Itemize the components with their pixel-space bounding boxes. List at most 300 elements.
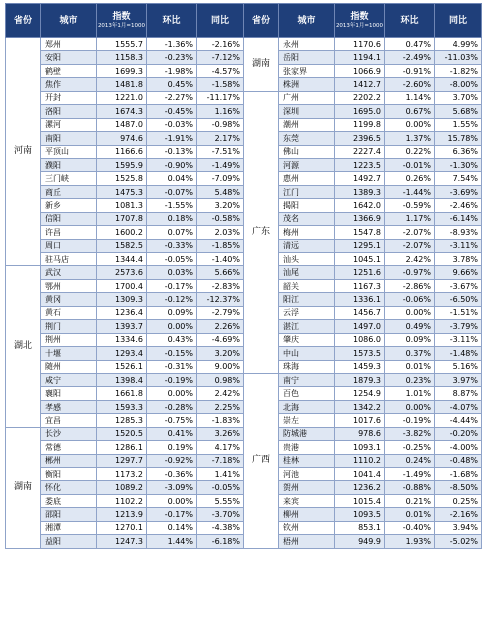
index-cell: 1293.4 xyxy=(97,347,147,360)
mom-cell: 0.19% xyxy=(147,441,197,454)
city-cell: 鹤壁 xyxy=(41,64,97,77)
index-cell: 1699.3 xyxy=(97,64,147,77)
mom-cell: 0.45% xyxy=(147,78,197,91)
header-city-left: 城市 xyxy=(41,4,97,38)
yoy-cell: 1.16% xyxy=(197,105,244,118)
city-cell: 郴州 xyxy=(41,454,97,467)
mom-cell: -1.98% xyxy=(147,64,197,77)
yoy-cell: -2.79% xyxy=(197,306,244,319)
yoy-cell: -1.82% xyxy=(435,64,482,77)
mom-cell: 0.22% xyxy=(385,145,435,158)
city-cell: 岳阳 xyxy=(279,51,335,64)
yoy-cell: 15.78% xyxy=(435,132,482,145)
city-cell: 郑州 xyxy=(41,38,97,51)
mom-cell: -0.19% xyxy=(385,414,435,427)
yoy-cell: 3.70% xyxy=(435,91,482,104)
index-cell: 1547.8 xyxy=(335,226,385,239)
header-province-left: 省份 xyxy=(6,4,41,38)
mom-cell: 1.17% xyxy=(385,212,435,225)
city-cell: 佛山 xyxy=(279,145,335,158)
mom-cell: 0.00% xyxy=(147,494,197,507)
yoy-cell: -1.30% xyxy=(435,158,482,171)
city-cell: 安阳 xyxy=(41,51,97,64)
city-cell: 茂名 xyxy=(279,212,335,225)
yoy-cell: -7.09% xyxy=(197,172,244,185)
mom-cell: -1.49% xyxy=(385,468,435,481)
city-cell: 湛江 xyxy=(279,320,335,333)
index-cell: 1167.3 xyxy=(335,279,385,292)
mom-cell: 0.26% xyxy=(385,172,435,185)
mom-cell: -0.36% xyxy=(147,468,197,481)
city-cell: 衡阳 xyxy=(41,468,97,481)
city-cell: 潮州 xyxy=(279,118,335,131)
header-mom-right: 环比 xyxy=(385,4,435,38)
city-cell: 邵阳 xyxy=(41,508,97,521)
city-cell: 百色 xyxy=(279,387,335,400)
city-cell: 长沙 xyxy=(41,427,97,440)
city-cell: 鄂州 xyxy=(41,279,97,292)
yoy-cell: -1.51% xyxy=(435,306,482,319)
index-cell: 1221.0 xyxy=(97,91,147,104)
mom-cell: 0.18% xyxy=(147,212,197,225)
index-cell: 1045.1 xyxy=(335,253,385,266)
table-row xyxy=(6,38,482,51)
index-cell: 1286.1 xyxy=(97,441,147,454)
mom-cell: -0.01% xyxy=(385,158,435,171)
index-cell: 1707.8 xyxy=(97,212,147,225)
header-city-right: 城市 xyxy=(279,4,335,38)
city-cell: 东莞 xyxy=(279,132,335,145)
city-cell: 钦州 xyxy=(279,521,335,534)
mom-cell: 0.41% xyxy=(147,427,197,440)
yoy-cell: 0.25% xyxy=(435,494,482,507)
yoy-cell: -1.83% xyxy=(197,414,244,427)
mom-cell: 0.01% xyxy=(385,360,435,373)
mom-cell: -2.49% xyxy=(385,51,435,64)
yoy-cell: -7.18% xyxy=(197,454,244,467)
index-cell: 1102.2 xyxy=(97,494,147,507)
index-cell: 1573.5 xyxy=(335,347,385,360)
city-cell: 孝感 xyxy=(41,400,97,413)
yoy-cell: -4.57% xyxy=(197,64,244,77)
mom-cell: -1.44% xyxy=(385,185,435,198)
header-index-title: 指数 xyxy=(350,11,369,22)
table-row xyxy=(6,91,482,104)
yoy-cell: -1.49% xyxy=(197,158,244,171)
yoy-cell: -1.68% xyxy=(435,468,482,481)
mom-cell: 0.04% xyxy=(147,172,197,185)
header-index-sub: 2013年1月=1000 xyxy=(97,22,146,29)
yoy-cell: 9.66% xyxy=(435,266,482,279)
index-cell: 1600.2 xyxy=(97,226,147,239)
province-cell: 河南 xyxy=(6,38,41,266)
city-cell: 宜昌 xyxy=(41,414,97,427)
index-cell: 1344.4 xyxy=(97,253,147,266)
yoy-cell: -0.20% xyxy=(435,427,482,440)
index-cell: 1247.3 xyxy=(97,535,147,548)
index-cell: 1393.7 xyxy=(97,320,147,333)
city-cell: 河源 xyxy=(279,158,335,171)
yoy-cell: 2.26% xyxy=(197,320,244,333)
mom-cell: 0.03% xyxy=(147,266,197,279)
city-cell: 永州 xyxy=(279,38,335,51)
city-cell: 常德 xyxy=(41,441,97,454)
mom-cell: 0.00% xyxy=(147,387,197,400)
city-cell: 贵港 xyxy=(279,441,335,454)
index-cell: 1456.7 xyxy=(335,306,385,319)
mom-cell: -0.28% xyxy=(147,400,197,413)
index-cell: 1526.1 xyxy=(97,360,147,373)
city-cell: 许昌 xyxy=(41,226,97,239)
city-cell: 黄冈 xyxy=(41,293,97,306)
mom-cell: -2.27% xyxy=(147,91,197,104)
index-cell: 1336.1 xyxy=(335,293,385,306)
index-cell: 1270.1 xyxy=(97,521,147,534)
index-cell: 1412.7 xyxy=(335,78,385,91)
index-cell: 1158.3 xyxy=(97,51,147,64)
yoy-cell: 8.87% xyxy=(435,387,482,400)
yoy-cell: -4.00% xyxy=(435,441,482,454)
yoy-cell: 9.00% xyxy=(197,360,244,373)
mom-cell: -0.88% xyxy=(385,481,435,494)
mom-cell: -0.91% xyxy=(385,64,435,77)
city-cell: 开封 xyxy=(41,91,97,104)
yoy-cell: -7.51% xyxy=(197,145,244,158)
mom-cell: -0.05% xyxy=(147,253,197,266)
yoy-cell: -3.67% xyxy=(435,279,482,292)
mom-cell: -0.12% xyxy=(147,293,197,306)
index-cell: 2573.6 xyxy=(97,266,147,279)
index-cell: 1366.9 xyxy=(335,212,385,225)
yoy-cell: -1.85% xyxy=(197,239,244,252)
city-cell: 桂林 xyxy=(279,454,335,467)
province-cell: 湖南 xyxy=(6,427,41,548)
yoy-cell: 1.55% xyxy=(435,118,482,131)
city-cell: 梅州 xyxy=(279,226,335,239)
index-cell: 1695.0 xyxy=(335,105,385,118)
index-cell: 949.9 xyxy=(335,535,385,548)
index-cell: 1251.6 xyxy=(335,266,385,279)
yoy-cell: -2.16% xyxy=(435,508,482,521)
city-cell: 梧州 xyxy=(279,535,335,548)
city-cell: 荆门 xyxy=(41,320,97,333)
yoy-cell: 5.66% xyxy=(197,266,244,279)
index-cell: 1173.2 xyxy=(97,468,147,481)
yoy-cell: 2.25% xyxy=(197,400,244,413)
city-cell: 肇庆 xyxy=(279,333,335,346)
yoy-cell: -4.69% xyxy=(197,333,244,346)
yoy-cell: 4.99% xyxy=(435,38,482,51)
yoy-cell: -1.40% xyxy=(197,253,244,266)
mom-cell: -0.75% xyxy=(147,414,197,427)
index-cell: 1041.4 xyxy=(335,468,385,481)
yoy-cell: -1.58% xyxy=(197,78,244,91)
mom-cell: -2.60% xyxy=(385,78,435,91)
index-cell: 1481.8 xyxy=(97,78,147,91)
city-cell: 濮阳 xyxy=(41,158,97,171)
index-cell: 1170.6 xyxy=(335,38,385,51)
yoy-cell: -0.58% xyxy=(197,212,244,225)
yoy-cell: -0.48% xyxy=(435,454,482,467)
index-cell: 974.6 xyxy=(97,132,147,145)
index-cell: 1295.1 xyxy=(335,239,385,252)
yoy-cell: -3.69% xyxy=(435,185,482,198)
yoy-cell: -6.18% xyxy=(197,535,244,548)
mom-cell: 0.23% xyxy=(385,373,435,386)
yoy-cell: -3.11% xyxy=(435,239,482,252)
yoy-cell: -2.16% xyxy=(197,38,244,51)
mom-cell: -0.19% xyxy=(147,373,197,386)
city-cell: 防城港 xyxy=(279,427,335,440)
yoy-cell: 5.16% xyxy=(435,360,482,373)
index-cell: 1674.3 xyxy=(97,105,147,118)
city-cell: 湘潭 xyxy=(41,521,97,534)
yoy-cell: -6.50% xyxy=(435,293,482,306)
mom-cell: -3.09% xyxy=(147,481,197,494)
header-mom-left: 环比 xyxy=(147,4,197,38)
header-yoy-left: 同比 xyxy=(197,4,244,38)
city-cell: 汕尾 xyxy=(279,266,335,279)
index-cell: 1017.6 xyxy=(335,414,385,427)
mom-cell: -3.82% xyxy=(385,427,435,440)
index-cell: 1334.6 xyxy=(97,333,147,346)
province-cell: 广东 xyxy=(244,91,279,373)
yoy-cell: -11.03% xyxy=(435,51,482,64)
index-cell: 1015.4 xyxy=(335,494,385,507)
mom-cell: 0.37% xyxy=(385,347,435,360)
mom-cell: 0.09% xyxy=(147,306,197,319)
index-cell: 1520.5 xyxy=(97,427,147,440)
index-cell: 1700.4 xyxy=(97,279,147,292)
yoy-cell: -6.14% xyxy=(435,212,482,225)
city-cell: 南宁 xyxy=(279,373,335,386)
yoy-cell: -8.50% xyxy=(435,481,482,494)
mom-cell: -0.45% xyxy=(147,105,197,118)
yoy-cell: 2.17% xyxy=(197,132,244,145)
city-cell: 清远 xyxy=(279,239,335,252)
city-cell: 信阳 xyxy=(41,212,97,225)
city-cell: 阳江 xyxy=(279,293,335,306)
mom-cell: 0.43% xyxy=(147,333,197,346)
mom-cell: 0.14% xyxy=(147,521,197,534)
yoy-cell: 3.94% xyxy=(435,521,482,534)
mom-cell: 1.44% xyxy=(147,535,197,548)
mom-cell: -0.03% xyxy=(147,118,197,131)
index-cell: 1555.7 xyxy=(97,38,147,51)
mom-cell: -0.90% xyxy=(147,158,197,171)
city-cell: 新乡 xyxy=(41,199,97,212)
yoy-cell: -3.11% xyxy=(435,333,482,346)
header-index-right xyxy=(335,4,385,38)
index-cell: 1199.8 xyxy=(335,118,385,131)
mom-cell: 0.00% xyxy=(385,306,435,319)
mom-cell: -0.25% xyxy=(385,441,435,454)
index-cell: 1086.0 xyxy=(335,333,385,346)
yoy-cell: -3.70% xyxy=(197,508,244,521)
index-cell: 1285.3 xyxy=(97,414,147,427)
index-cell: 978.6 xyxy=(335,427,385,440)
table-row xyxy=(6,373,482,386)
city-cell: 河池 xyxy=(279,468,335,481)
mom-cell: -0.17% xyxy=(147,508,197,521)
city-cell: 漯河 xyxy=(41,118,97,131)
mom-cell: -0.06% xyxy=(385,293,435,306)
index-cell: 1459.3 xyxy=(335,360,385,373)
index-cell: 1093.5 xyxy=(335,508,385,521)
index-cell: 1213.9 xyxy=(97,508,147,521)
yoy-cell: -3.79% xyxy=(435,320,482,333)
mom-cell: 0.09% xyxy=(385,333,435,346)
yoy-cell: 5.55% xyxy=(197,494,244,507)
yoy-cell: 3.97% xyxy=(435,373,482,386)
city-cell: 汕头 xyxy=(279,253,335,266)
mom-cell: -0.92% xyxy=(147,454,197,467)
mom-cell: 0.24% xyxy=(385,454,435,467)
mom-cell: -0.07% xyxy=(147,185,197,198)
index-cell: 1879.3 xyxy=(335,373,385,386)
header-yoy-right: 同比 xyxy=(435,4,482,38)
yoy-cell: 6.36% xyxy=(435,145,482,158)
province-cell: 湖南 xyxy=(244,38,279,92)
yoy-cell: -4.38% xyxy=(197,521,244,534)
mom-cell: 0.49% xyxy=(385,320,435,333)
city-cell: 娄底 xyxy=(41,494,97,507)
yoy-cell: -0.05% xyxy=(197,481,244,494)
city-cell: 武汉 xyxy=(41,266,97,279)
price-index-table xyxy=(5,3,482,549)
city-cell: 柳州 xyxy=(279,508,335,521)
mom-cell: -0.40% xyxy=(385,521,435,534)
mom-cell: 1.01% xyxy=(385,387,435,400)
city-cell: 周口 xyxy=(41,239,97,252)
mom-cell: 0.21% xyxy=(385,494,435,507)
city-cell: 南阳 xyxy=(41,132,97,145)
yoy-cell: -4.07% xyxy=(435,400,482,413)
yoy-cell: -1.48% xyxy=(435,347,482,360)
city-cell: 深圳 xyxy=(279,105,335,118)
yoy-cell: -5.02% xyxy=(435,535,482,548)
city-cell: 北海 xyxy=(279,400,335,413)
mom-cell: -1.36% xyxy=(147,38,197,51)
index-cell: 1475.3 xyxy=(97,185,147,198)
city-cell: 十堰 xyxy=(41,347,97,360)
city-cell: 黄石 xyxy=(41,306,97,319)
index-cell: 1223.5 xyxy=(335,158,385,171)
city-cell: 洛阳 xyxy=(41,105,97,118)
index-cell: 1254.9 xyxy=(335,387,385,400)
city-cell: 三门峡 xyxy=(41,172,97,185)
city-cell: 咸宁 xyxy=(41,373,97,386)
city-cell: 商丘 xyxy=(41,185,97,198)
mom-cell: -0.23% xyxy=(147,51,197,64)
yoy-cell: 3.26% xyxy=(197,427,244,440)
mom-cell: -2.07% xyxy=(385,239,435,252)
mom-cell: -0.13% xyxy=(147,145,197,158)
mom-cell: -1.91% xyxy=(147,132,197,145)
mom-cell: 0.00% xyxy=(385,400,435,413)
mom-cell: 2.42% xyxy=(385,253,435,266)
mom-cell: -1.55% xyxy=(147,199,197,212)
city-cell: 贺州 xyxy=(279,481,335,494)
city-cell: 广州 xyxy=(279,91,335,104)
yoy-cell: 2.03% xyxy=(197,226,244,239)
yoy-cell: 2.42% xyxy=(197,387,244,400)
index-cell: 1389.3 xyxy=(335,185,385,198)
header-row xyxy=(6,4,482,38)
city-cell: 珠海 xyxy=(279,360,335,373)
city-cell: 张家界 xyxy=(279,64,335,77)
index-cell: 1525.8 xyxy=(97,172,147,185)
index-cell: 853.1 xyxy=(335,521,385,534)
mom-cell: 0.67% xyxy=(385,105,435,118)
index-cell: 1487.0 xyxy=(97,118,147,131)
mom-cell: -0.17% xyxy=(147,279,197,292)
city-cell: 焦作 xyxy=(41,78,97,91)
mom-cell: 1.14% xyxy=(385,91,435,104)
city-cell: 云浮 xyxy=(279,306,335,319)
index-cell: 1492.7 xyxy=(335,172,385,185)
index-cell: 1166.6 xyxy=(97,145,147,158)
mom-cell: -0.59% xyxy=(385,199,435,212)
city-cell: 荆州 xyxy=(41,333,97,346)
mom-cell: -0.31% xyxy=(147,360,197,373)
index-cell: 1593.3 xyxy=(97,400,147,413)
price-index-table-wrapper xyxy=(5,3,481,627)
table-body xyxy=(6,38,482,549)
index-cell: 1582.5 xyxy=(97,239,147,252)
mom-cell: -2.86% xyxy=(385,279,435,292)
index-cell: 1342.2 xyxy=(335,400,385,413)
index-cell: 1595.9 xyxy=(97,158,147,171)
index-cell: 1081.3 xyxy=(97,199,147,212)
city-cell: 怀化 xyxy=(41,481,97,494)
yoy-cell: 3.20% xyxy=(197,199,244,212)
mom-cell: -2.07% xyxy=(385,226,435,239)
index-cell: 1194.1 xyxy=(335,51,385,64)
yoy-cell: 3.78% xyxy=(435,253,482,266)
yoy-cell: 0.98% xyxy=(197,373,244,386)
mom-cell: 0.00% xyxy=(147,320,197,333)
city-cell: 襄阳 xyxy=(41,387,97,400)
yoy-cell: -7.12% xyxy=(197,51,244,64)
yoy-cell: -8.00% xyxy=(435,78,482,91)
index-cell: 1661.8 xyxy=(97,387,147,400)
yoy-cell: -12.37% xyxy=(197,293,244,306)
header-province-right: 省份 xyxy=(244,4,279,38)
index-cell: 1110.2 xyxy=(335,454,385,467)
city-cell: 韶关 xyxy=(279,279,335,292)
city-cell: 株洲 xyxy=(279,78,335,91)
index-cell: 1093.1 xyxy=(335,441,385,454)
yoy-cell: -2.83% xyxy=(197,279,244,292)
yoy-cell: 4.17% xyxy=(197,441,244,454)
index-cell: 1236.4 xyxy=(97,306,147,319)
yoy-cell: 1.41% xyxy=(197,468,244,481)
city-cell: 中山 xyxy=(279,347,335,360)
yoy-cell: 3.20% xyxy=(197,347,244,360)
city-cell: 江门 xyxy=(279,185,335,198)
mom-cell: 0.01% xyxy=(385,508,435,521)
city-cell: 益阳 xyxy=(41,535,97,548)
mom-cell: 1.93% xyxy=(385,535,435,548)
mom-cell: -0.15% xyxy=(147,347,197,360)
index-cell: 2396.5 xyxy=(335,132,385,145)
province-cell: 湖北 xyxy=(6,266,41,427)
yoy-cell: -0.98% xyxy=(197,118,244,131)
city-cell: 随州 xyxy=(41,360,97,373)
city-cell: 崇左 xyxy=(279,414,335,427)
index-cell: 1398.4 xyxy=(97,373,147,386)
